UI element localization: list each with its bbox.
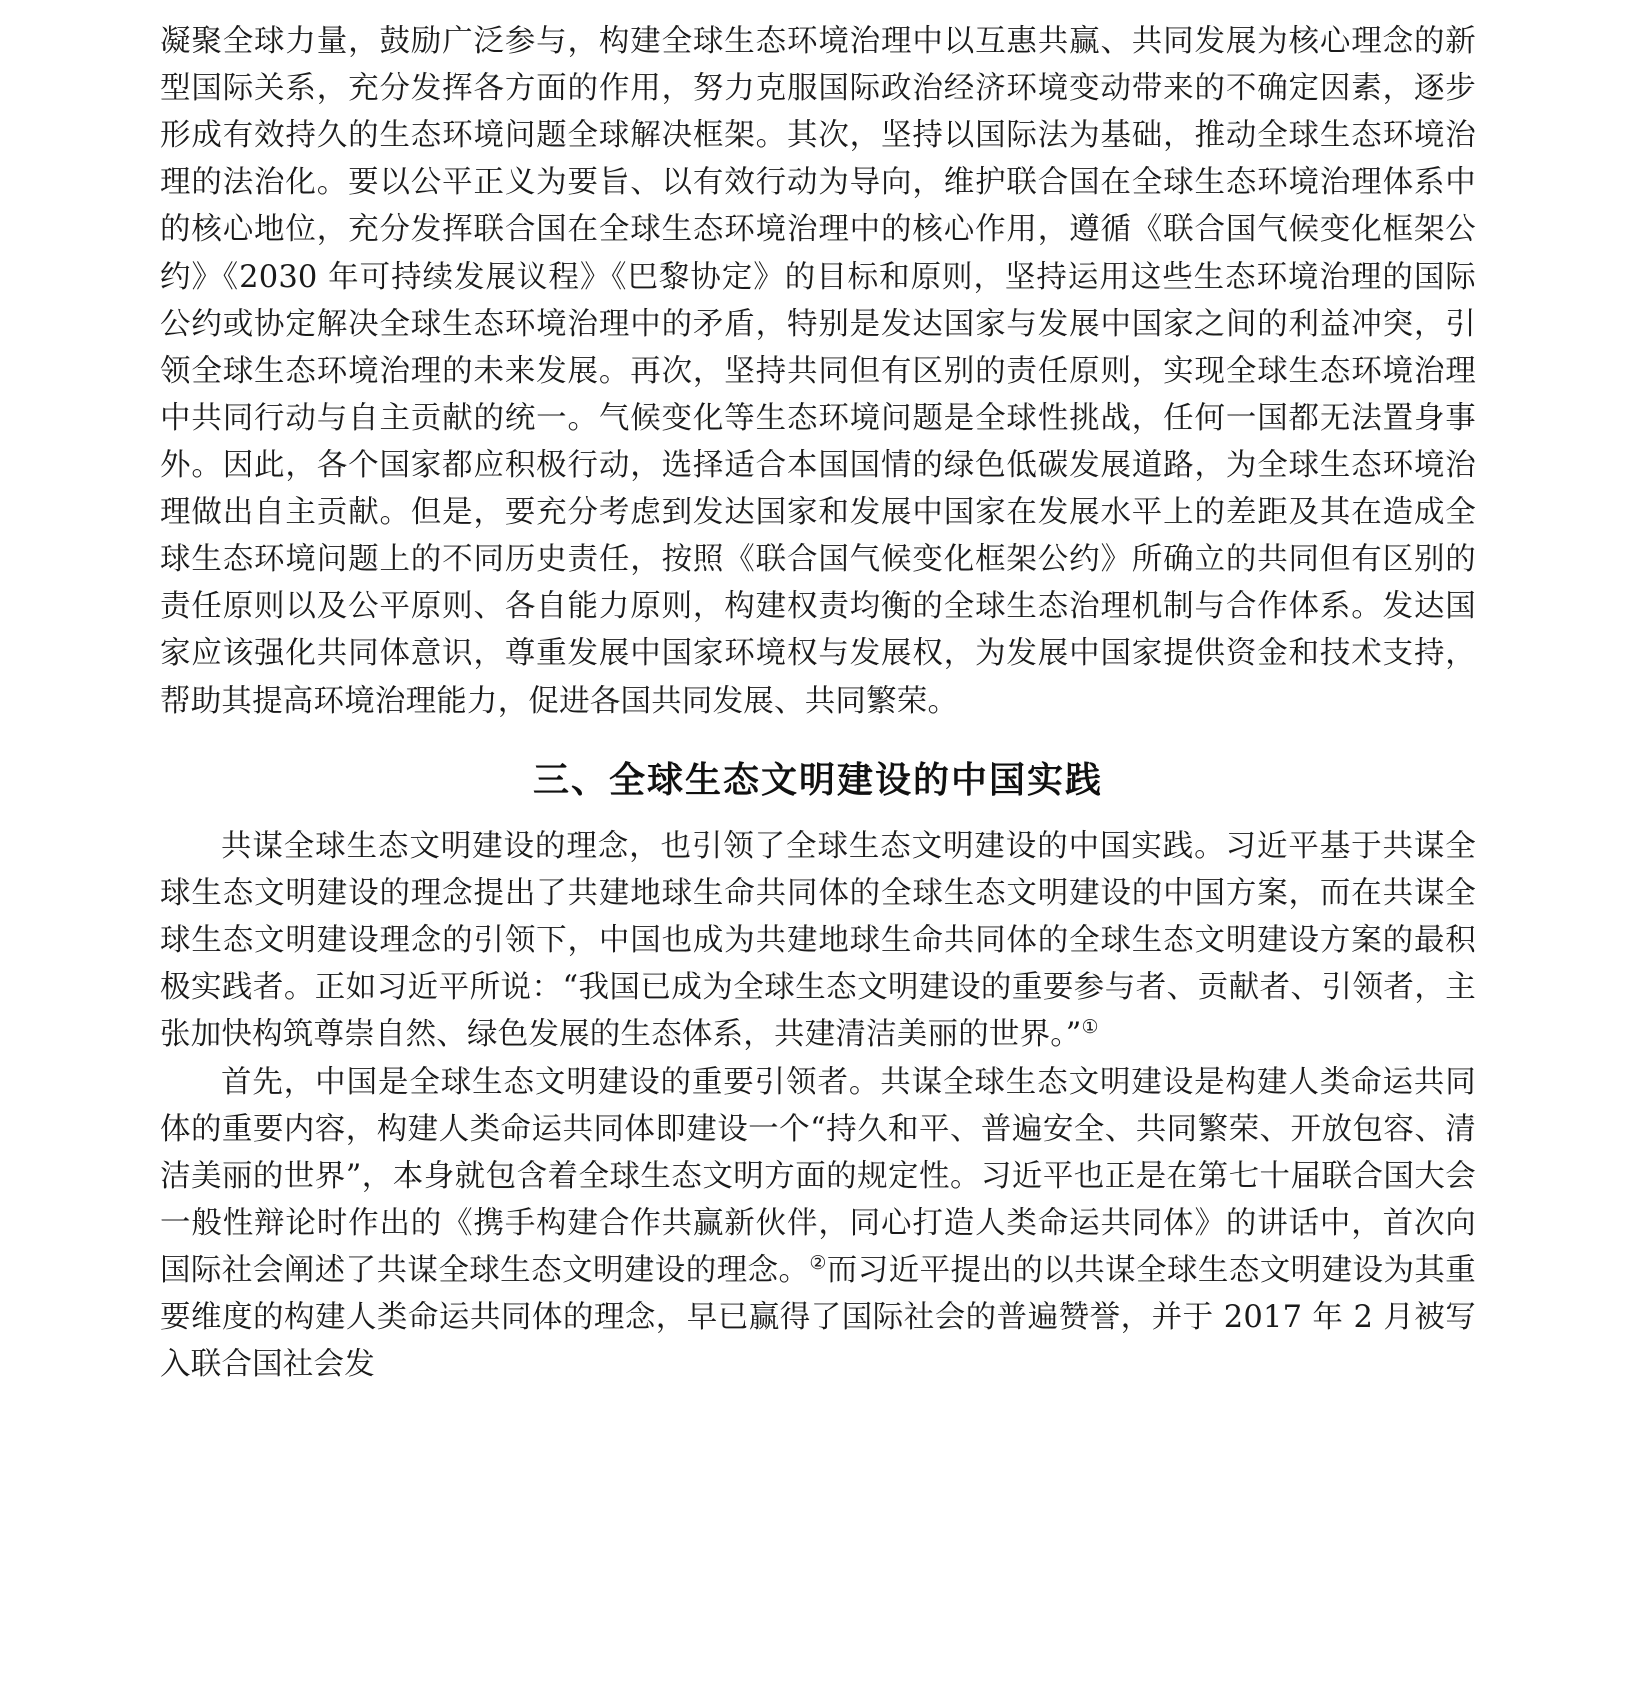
footnote-marker-2: ② [809,1251,827,1274]
paragraph-leader-role [160,1059,1476,1389]
paragraph-china-practice [160,823,1476,1059]
section-heading: 三、全球生态文明建设的中国实践 [532,758,1103,801]
paragraph-text-after-note: 而习近平提出的以共谋全球生态文明建设为其重要维度的构建人类命运共同体的理念，早已赢得了国际社会的普遍赞誉，并于 2017 年 2 月被写入联合国社会发 [160,1253,1476,1383]
paragraph-text: 首先，中国是全球生态文明建设的重要引领者。共谋全球生态文明建设是构建人类命运共同体的重要内容，构建人类命运共同体即建设一个“持久和平、普遍安全、共同繁荣、开放包容、清洁美丽的世界”，本身就包含着全球生态文明方面的规定性。习近平也正是在第七十届联合国大会一般性辩论时作出的《携手构建合作共赢新伙伴，同心打造人类命运共同体》的讲话中，首次向国际社会阐述了共谋全球生态文明建设的理念。 [160,1064,1476,1289]
paragraph-text: 共谋全球生态文明建设的理念，也引领了全球生态文明建设的中国实践。习近平基于共谋全球生态文明建设的理念提出了共建地球生命共同体的全球生态文明建设的中国方案，而在共谋全球生态文明建设理念的引领下，中国也成为共建地球生命共同体的全球生态文明建设方案的最积极实践者。正如习近平所说：“我国已成为全球生态文明建设的重要参与者、贡献者、引领者，主张加快构筑尊崇自然、绿色发展的生态体系，共建清洁美丽的世界。” [160,829,1476,1053]
footnote-marker-1: ① [1081,1016,1099,1039]
paragraph-continued: 凝聚全球力量，鼓励广泛参与，构建全球生态环境治理中以互惠共赢、共同发展为核心理念的新型国际关系，充分发挥各方面的作用，努力克服国际政治经济环境变动带来的不确定因素，逐步形成有效持久的生态环境问题全球解决框架。其次，坚持以国际法为基础，推动全球生态环境治理的法治化。要以公平正义为要旨、以有效行动为导向，维护联合国在全球生态环境治理体系中的核心地位，充分发挥联合国在全球生态环境治理中的核心作用，遵循《联合国气候变化框架公约》《2030 年可持续发展议程》《巴黎协定》的目标和原则，坚持运用这些生态环境治理的国际公约或协定解决全球生态环境治理中的矛盾，特别是发达国家与发展中国家之间的利益冲突，引领全球生态环境治理的未来发展。再次，坚持共同但有区别的责任原则，实现全球生态环境治理中共同行动与自主贡献的统一。气候变化等生态环境问题是全球性挑战，任何一国都无法置身事外。因此，各个国家都应积极行动，选择适合本国国情的绿色低碳发展道路，为全球生态环境治理做出自主贡献。但是，要充分考虑到发达国家和发展中国家在发展水平上的差距及其在造成全球生态环境问题上的不同历史责任，按照《联合国气候变化框架公约》所确立的共同但有区别的责任原则以及公平原则、各自能力原则，构建权责均衡的全球生态治理机制与合作体系。发达国家应该强化共同体意识，尊重发展中国家环境权与发展权，为发展中国家提供资金和技术支持，帮助其提高环境治理能力，促进各国共同发展、共同繁荣。 [160,24,1477,719]
